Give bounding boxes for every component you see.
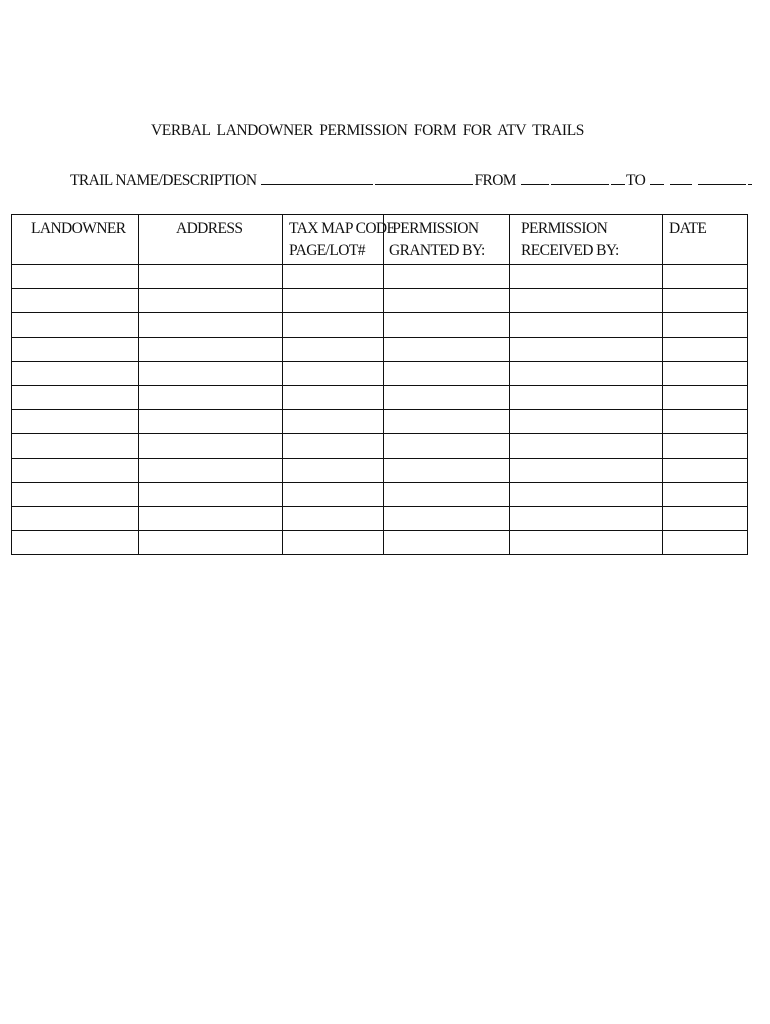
cell-date[interactable] [663,506,748,530]
cell-landowner[interactable] [12,482,139,506]
cell-tax-map-code[interactable] [283,458,384,482]
table-row [12,361,748,385]
cell-tax-map-code[interactable] [283,265,384,289]
cell-landowner[interactable] [12,531,139,555]
cell-date[interactable] [663,385,748,409]
table-body [12,265,748,555]
header-label: ADDRESS [176,220,243,237]
cell-permission-received-by[interactable] [510,265,663,289]
trail-info-line [70,170,753,190]
cell-tax-map-code[interactable] [283,506,384,530]
cell-landowner[interactable] [12,361,139,385]
cell-permission-granted-by[interactable] [384,313,510,337]
trail-name-blank-2[interactable] [375,170,473,185]
col-header-address [139,215,283,265]
cell-address[interactable] [139,506,283,530]
from-blank-2[interactable] [551,170,609,185]
cell-tax-map-code[interactable] [283,361,384,385]
from-blank-3[interactable] [611,170,625,185]
cell-permission-received-by[interactable] [510,482,663,506]
cell-tax-map-code[interactable] [283,289,384,313]
cell-permission-received-by[interactable] [510,361,663,385]
cell-landowner[interactable] [12,434,139,458]
cell-landowner[interactable] [12,458,139,482]
trail-name-label: TRAIL NAME/DESCRIPTION [70,172,257,189]
col-header-permission-granted-by [384,215,510,265]
cell-permission-granted-by[interactable] [384,289,510,313]
to-blank-1[interactable] [650,170,664,185]
to-label: TO [625,172,646,189]
header-label-line2: RECEIVED BY: [521,242,619,259]
table-row [12,337,748,361]
cell-permission-granted-by[interactable] [384,506,510,530]
header-row [12,215,748,265]
cell-permission-granted-by[interactable] [384,361,510,385]
cell-landowner[interactable] [12,410,139,434]
cell-permission-received-by[interactable] [510,506,663,530]
cell-permission-granted-by[interactable] [384,458,510,482]
header-label-line2: GRANTED BY: [389,242,485,259]
from-label: FROM [474,172,516,189]
header-label: PERMISSION [521,220,608,237]
cell-address[interactable] [139,265,283,289]
cell-permission-received-by[interactable] [510,410,663,434]
cell-landowner[interactable] [12,506,139,530]
cell-address[interactable] [139,361,283,385]
header-label: PERMISSION [389,220,479,237]
cell-landowner[interactable] [12,289,139,313]
cell-tax-map-code[interactable] [283,482,384,506]
col-header-permission-received-by [510,215,663,265]
to-blank-3[interactable] [698,170,746,185]
cell-address[interactable] [139,289,283,313]
cell-permission-granted-by[interactable] [384,410,510,434]
cell-tax-map-code[interactable] [283,313,384,337]
cell-date[interactable] [663,361,748,385]
cell-address[interactable] [139,337,283,361]
cell-address[interactable] [139,410,283,434]
table-row [12,506,748,530]
cell-permission-granted-by[interactable] [384,434,510,458]
col-header-landowner [12,215,139,265]
header-label: DATE [669,220,707,237]
table-row [12,482,748,506]
cell-address[interactable] [139,458,283,482]
cell-date[interactable] [663,434,748,458]
cell-permission-received-by[interactable] [510,313,663,337]
cell-permission-granted-by[interactable] [384,265,510,289]
table-row [12,289,748,313]
cell-date[interactable] [663,313,748,337]
table-row [12,434,748,458]
header-label: TAX MAP CODE [289,220,396,237]
trail-name-blank-1[interactable] [261,170,373,185]
permission-table [11,214,748,555]
from-blank-1[interactable] [521,170,549,185]
cell-address[interactable] [139,385,283,409]
cell-tax-map-code[interactable] [283,410,384,434]
cell-tax-map-code[interactable] [283,385,384,409]
cell-date[interactable] [663,337,748,361]
cell-landowner[interactable] [12,337,139,361]
cell-permission-received-by[interactable] [510,337,663,361]
header-label: LANDOWNER [31,220,126,237]
cell-address[interactable] [139,313,283,337]
cell-date[interactable] [663,482,748,506]
table-row [12,410,748,434]
cell-permission-received-by[interactable] [510,434,663,458]
cell-tax-map-code[interactable] [283,434,384,458]
cell-landowner[interactable] [12,313,139,337]
table-row [12,458,748,482]
cell-permission-granted-by[interactable] [384,482,510,506]
cell-date[interactable] [663,265,748,289]
cell-date[interactable] [663,289,748,313]
col-header-tax-map-code [283,215,396,265]
cell-permission-granted-by[interactable] [384,337,510,361]
cell-date[interactable] [663,458,748,482]
form-title: VERBAL LANDOWNER PERMISSION FORM FOR ATV TRAILS [151,122,584,139]
cell-landowner[interactable] [12,385,139,409]
cell-permission-received-by[interactable] [510,531,663,555]
cell-permission-received-by[interactable] [510,385,663,409]
cell-address[interactable] [139,434,283,458]
cell-permission-granted-by[interactable] [384,531,510,555]
table-row [12,265,748,289]
cell-date[interactable] [663,531,748,555]
table-row [12,385,748,409]
cell-tax-map-code[interactable] [283,531,384,555]
cell-address[interactable] [139,531,283,555]
to-blank-2[interactable] [670,170,692,185]
cell-permission-received-by[interactable] [510,289,663,313]
to-blank-4[interactable] [748,170,752,185]
cell-landowner[interactable] [12,265,139,289]
table-row [12,313,748,337]
cell-permission-received-by[interactable] [510,458,663,482]
col-header-date [663,215,748,265]
cell-tax-map-code[interactable] [283,337,384,361]
header-label-line2: PAGE/LOT# [289,242,365,259]
table-row [12,531,748,555]
cell-date[interactable] [663,410,748,434]
cell-address[interactable] [139,482,283,506]
cell-permission-granted-by[interactable] [384,385,510,409]
